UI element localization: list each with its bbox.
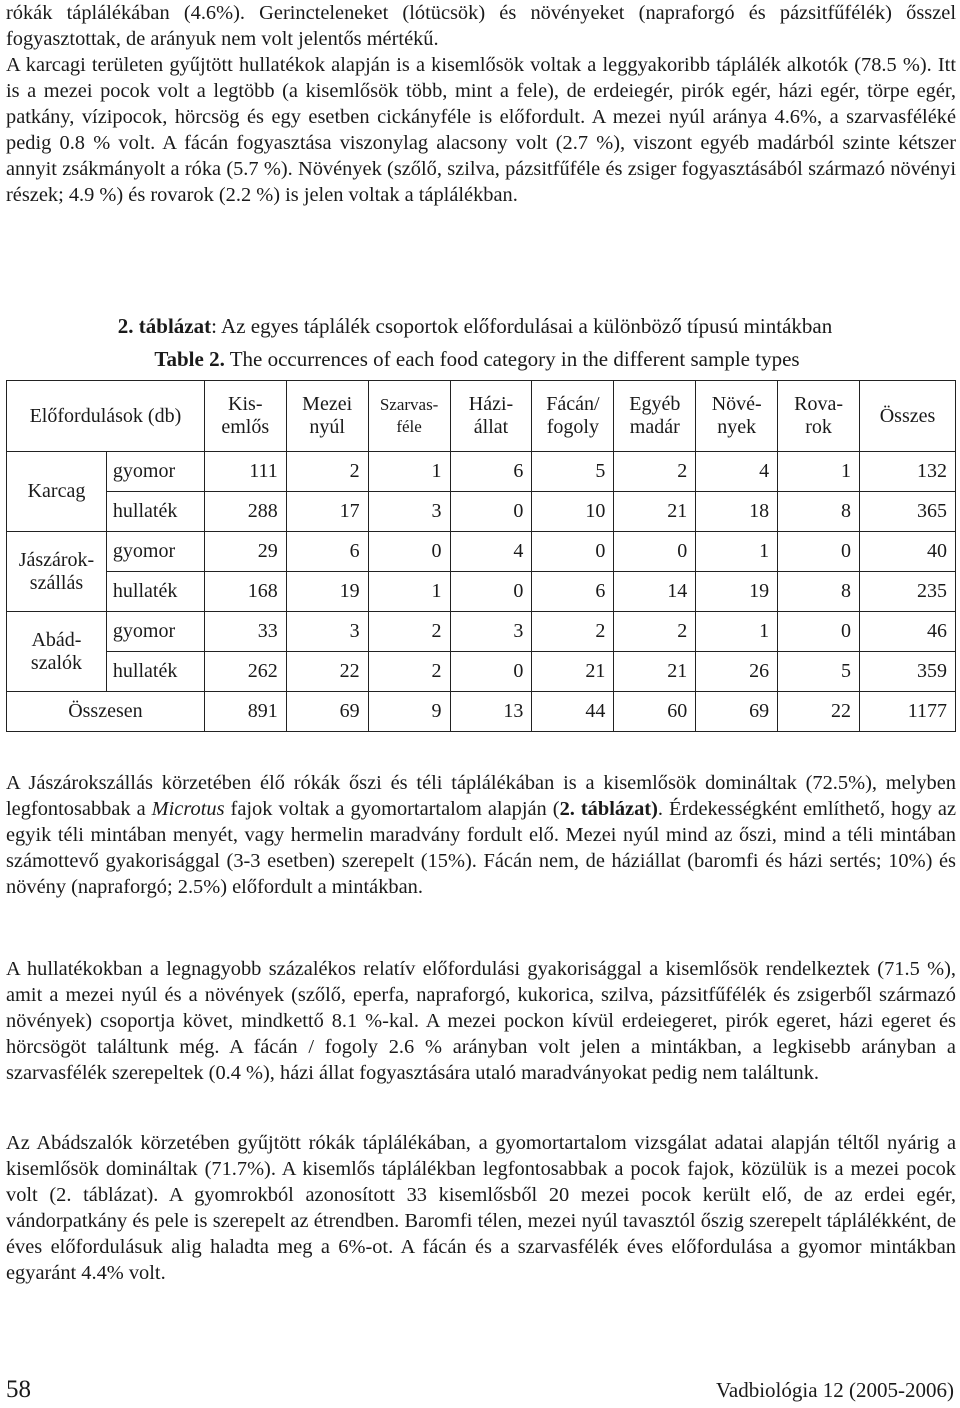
- table-cell: 1: [368, 452, 450, 492]
- text-run: 2. táblázat): [559, 798, 658, 820]
- table-cell: 2: [614, 612, 696, 652]
- site-label: Abád- szalók: [7, 612, 107, 692]
- table-row: [7, 612, 956, 652]
- sample-type: gyomor: [106, 612, 204, 652]
- table-cell: 0: [778, 532, 860, 572]
- table-header-row: [7, 381, 956, 452]
- table-cell: 10: [532, 492, 614, 532]
- site-label: Jászárok- szállás: [7, 532, 107, 612]
- total-row: [7, 692, 956, 732]
- table-row: [7, 452, 956, 492]
- paragraph-3: [6, 956, 956, 1086]
- table-corner-label: Előfordulások (db): [7, 381, 205, 452]
- table-cell: 1: [778, 452, 860, 492]
- site-label: Karcag: [7, 452, 107, 532]
- page-number: 58: [6, 1376, 31, 1403]
- table-cell: 2: [614, 452, 696, 492]
- table-cell: 1: [696, 532, 778, 572]
- caption-en-text: The occurrences of each food category in the different sample types: [224, 347, 800, 371]
- table-cell: 235: [860, 572, 956, 612]
- table-cell: 3: [368, 492, 450, 532]
- column-header: Egyéb madár: [614, 381, 696, 452]
- sample-type: gyomor: [106, 452, 204, 492]
- text-run: A hullatékokban a legnagyobb százalékos relatív előfordulási gyakorisággal a kisemlősök rendelkeztek (71.5 %), amit a mezei nyúl és a növények (szőlő, eperfa, napraforgó, kukorica, szilva, pázsitfűfélék és zsigerből származó növények) csoportja követ, mindkettő 8.1 %-kal. A mezei pockon kívül erdeiegeret, pirók egeret, házi egeret és hörcsögöt találtunk még. A fácán / fogoly 2.6 % arányban volt jelen a mintákban, a legkisebb arányban a szarvasfélék szerepeltek (0.4 %), házi állat fogyasztására utaló maradványokat pedig nem találtunk.: [6, 958, 956, 1084]
- table-cell: 0: [450, 652, 532, 692]
- table-cell: 33: [204, 612, 286, 652]
- caption-en-label: Table 2.: [154, 347, 225, 371]
- table-cell: 365: [860, 492, 956, 532]
- table-cell: 0: [778, 612, 860, 652]
- table-caption-hungarian: [0, 313, 955, 339]
- table-cell: 26: [696, 652, 778, 692]
- table-cell: 21: [614, 652, 696, 692]
- table-cell: 288: [204, 492, 286, 532]
- total-cell: 13: [450, 692, 532, 732]
- text-run: A Jászárokszállás körzetében élő rókák őszi és téli táplálékában is a kisemlősök domináltak (72.5%), melyben legfontosabbak a: [6, 772, 956, 820]
- caption-hu-label: 2. táblázat: [117, 314, 212, 338]
- table-cell: 40: [860, 532, 956, 572]
- table-cell: 2: [286, 452, 368, 492]
- total-cell: 44: [532, 692, 614, 732]
- table-cell: 111: [204, 452, 286, 492]
- column-header: Kis- emlős: [204, 381, 286, 452]
- column-header: Összes: [860, 381, 956, 452]
- table-cell: 262: [204, 652, 286, 692]
- table-cell: 17: [286, 492, 368, 532]
- table-cell: 132: [860, 452, 956, 492]
- table-body: [7, 452, 956, 732]
- table-cell: 0: [450, 572, 532, 612]
- caption-hu-text: : Az egyes táplálék csoportok előfordulásai a különböző típusú mintákban: [211, 314, 833, 338]
- table-cell: 1: [368, 572, 450, 612]
- table-cell: 8: [778, 572, 860, 612]
- total-cell: 69: [286, 692, 368, 732]
- total-cell: 9: [368, 692, 450, 732]
- table-cell: 14: [614, 572, 696, 612]
- text-run: . Érdekességként említhető, hogy az egyik téli mintában menyét, vagy hermelin maradvány fordult elő. Mezei nyúl mind az őszi, mind a téli mintában számottevő gyakorisággal (3-3 esetben) szerepelt (15%). Fácán nem, de háziállat (baromfi és házi sertés; 10%) és növény (napraforgó; 2.5%) előfordult a mintákban.: [6, 798, 956, 898]
- sample-type: hullaték: [106, 492, 204, 532]
- total-label: Összesen: [7, 692, 205, 732]
- paragraph-2: [6, 770, 956, 900]
- text-run: Az Abádszalók körzetében gyűjtött rókák táplálékában, a gyomortartalom vizsgálat adatai alapján téltől nyárig a kisemlősök domináltak (71.7%). A kisemlős táplálékban legfontosabbak a pocok fajok, közülük is a mezei pocok volt (2. táblázat). A gyomrokból azonosított 33 kisemlősből 20 mezei pocok került elő, de az erdei egér, vándorpatkány és pele is szerepelt az étrendben. Baromfi télen, mezei nyúl tavasztól őszig szerepelt táplálékként, de éves előfordulásuk alig haladta meg a 6%-ot. A fácán és a szarvasfélék éves előfordulása a gyomor mintákban egyaránt 4.4% volt.: [6, 1132, 956, 1284]
- table-cell: 19: [286, 572, 368, 612]
- column-header: Házi- állat: [450, 381, 532, 452]
- text-run: fajok voltak a gyomortartalom alapján (: [224, 798, 560, 820]
- table-cell: 168: [204, 572, 286, 612]
- sample-type: hullaték: [106, 572, 204, 612]
- table-row: [7, 492, 956, 532]
- table-cell: 359: [860, 652, 956, 692]
- table-cell: 1: [696, 612, 778, 652]
- table-cell: 6: [532, 572, 614, 612]
- total-cell: 60: [614, 692, 696, 732]
- table-cell: 46: [860, 612, 956, 652]
- table-cell: 4: [450, 532, 532, 572]
- table-cell: 8: [778, 492, 860, 532]
- table-cell: 6: [450, 452, 532, 492]
- total-cell: 22: [778, 692, 860, 732]
- table-cell: 2: [368, 652, 450, 692]
- table-cell: 0: [614, 532, 696, 572]
- column-header: Rova- rok: [778, 381, 860, 452]
- text-run: rókák táplálékában (4.6%). Gerincteleneket (lótücsök) és növényeket (napraforgó és pázsitfűfélék) ősszel fogyasztottak, de arányuk nem volt jelentős mértékű.: [6, 2, 956, 50]
- food-occurrence-table: [6, 380, 956, 732]
- text-run: Microtus: [151, 798, 225, 820]
- table-cell: 2: [368, 612, 450, 652]
- table-cell: 6: [286, 532, 368, 572]
- table-cell: 29: [204, 532, 286, 572]
- table-cell: 2: [532, 612, 614, 652]
- table-cell: 19: [696, 572, 778, 612]
- table-row: [7, 572, 956, 612]
- column-header: Szarvas- féle: [368, 381, 450, 452]
- sample-type: hullaték: [106, 652, 204, 692]
- column-header: Mezei nyúl: [286, 381, 368, 452]
- table-caption-english: [0, 346, 957, 372]
- paragraph-4: [6, 1130, 956, 1286]
- table-cell: 5: [532, 452, 614, 492]
- text-run: A karcagi területen gyűjtött hullatékok alapján is a kisemlősök voltak a leggyakoribb táplálék alkotók (78.5 %). Itt is a mezei pocok volt a legtöbb (a kisemlősök több, mint a fele), de erdeiegér, pirók egér, házi egér, törpe egér, patkány, vízipocok, hörcsög és egy esetben cickányféle is előfordult. A mezei nyúl aránya 4.6%, a szarvasféléké pedig 0.8 % volt. A fácán fogyasztása viszonylag alacsony volt (2.7 %), viszont egyéb madárból szinte kétszer annyit zsákmányolt a róka (5.7 %). Növények (szőlő, szilva, pázsitfűféle és zsiger fogyasztásából származó növényi részek; 4.9 %) és rovarok (2.2 %) is jelen voltak a táplálékban.: [6, 54, 956, 206]
- table-cell: 3: [286, 612, 368, 652]
- total-cell: 69: [696, 692, 778, 732]
- table-cell: 0: [368, 532, 450, 572]
- journal-footer: Vadbiológia 12 (2005-2006): [716, 1378, 954, 1402]
- table-cell: 18: [696, 492, 778, 532]
- table-cell: 3: [450, 612, 532, 652]
- total-cell: 1177: [860, 692, 956, 732]
- table-row: [7, 652, 956, 692]
- column-header: Növé- nyek: [696, 381, 778, 452]
- table-cell: 21: [532, 652, 614, 692]
- table-row: [7, 532, 956, 572]
- paragraph-1: [6, 0, 956, 208]
- table-cell: 0: [532, 532, 614, 572]
- table-cell: 0: [450, 492, 532, 532]
- column-header: Fácán/ fogoly: [532, 381, 614, 452]
- sample-type: gyomor: [106, 532, 204, 572]
- table-cell: 4: [696, 452, 778, 492]
- table-cell: 21: [614, 492, 696, 532]
- table-cell: 22: [286, 652, 368, 692]
- total-cell: 891: [204, 692, 286, 732]
- table-cell: 5: [778, 652, 860, 692]
